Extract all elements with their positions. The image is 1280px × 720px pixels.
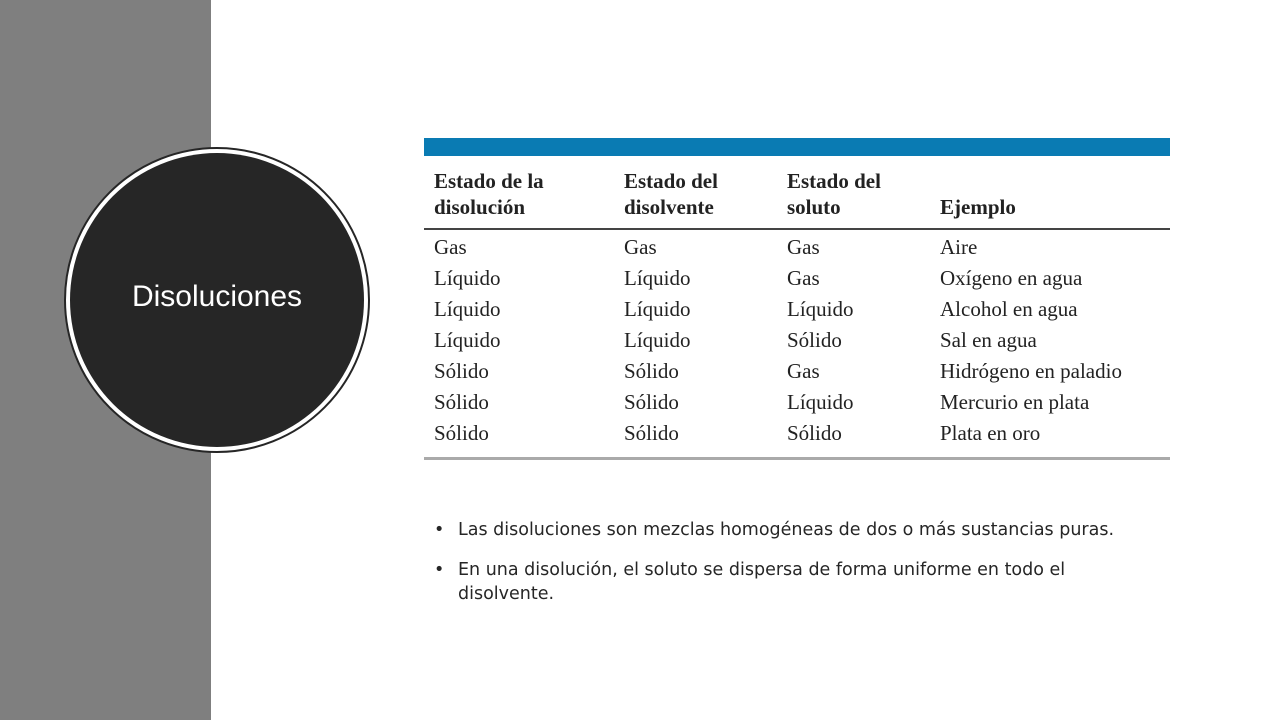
table-cell: Gas xyxy=(434,235,467,259)
table-cell: Sólido xyxy=(624,359,679,383)
bullet-item: • Las disoluciones son mezclas homogéneas de dos o más sustancias puras. xyxy=(432,518,1152,542)
table-row xyxy=(424,387,1170,418)
table-cell: Gas xyxy=(787,266,820,290)
table-cell: Sólido xyxy=(787,328,842,352)
table-row xyxy=(424,294,1170,325)
bullet-item: • En una disolución, el soluto se dispersa de forma uniforme en todo el disolvente. xyxy=(432,558,1152,606)
table-cell: Alcohol en agua xyxy=(940,297,1078,321)
solutions-table xyxy=(424,156,1170,460)
table-cell: Líquido xyxy=(624,297,691,321)
table-header-cell: Estado del disolvente xyxy=(614,156,777,229)
table-cell: Sólido xyxy=(614,418,777,459)
table-cell: Líquido xyxy=(787,390,854,414)
table-cell: Hidrógeno en paladio xyxy=(940,359,1122,383)
table-cell: Aire xyxy=(940,235,978,259)
table-cell: Plata en oro xyxy=(930,418,1170,459)
table-row xyxy=(424,263,1170,294)
table-cell: Líquido xyxy=(624,266,691,290)
table-header-cell: Estado del soluto xyxy=(777,156,930,229)
table-cell: Oxígeno en agua xyxy=(940,266,1083,290)
table-cell: Sólido xyxy=(777,418,930,459)
table-cell: Sólido xyxy=(434,359,489,383)
table-cell: Sólido xyxy=(434,390,489,414)
table-cell: Líquido xyxy=(434,328,501,352)
table-header-row xyxy=(424,156,1170,229)
table-row xyxy=(424,325,1170,356)
table-cell: Líquido xyxy=(434,297,501,321)
table-row xyxy=(424,418,1170,459)
table-cell: Líquido xyxy=(434,266,501,290)
bullet-list xyxy=(432,518,1152,622)
table-cell: Líquido xyxy=(624,328,691,352)
table-cell: Sólido xyxy=(624,390,679,414)
table-row xyxy=(424,356,1170,387)
table-accent-bar xyxy=(424,138,1170,156)
table-row xyxy=(424,229,1170,263)
table-cell: Mercurio en plata xyxy=(940,390,1090,414)
table-cell: Gas xyxy=(624,235,657,259)
table-cell: Gas xyxy=(787,359,820,383)
table-cell: Líquido xyxy=(787,297,854,321)
table-header-cell: Estado de la disolución xyxy=(424,156,614,229)
solutions-table-image xyxy=(424,138,1170,460)
table-cell: Sólido xyxy=(424,418,614,459)
table-cell: Gas xyxy=(787,235,820,259)
title-circle xyxy=(70,153,364,447)
table-header-cell: Ejemplo xyxy=(930,156,1170,229)
table-cell: Sal en agua xyxy=(940,328,1037,352)
slide-title: Disoluciones xyxy=(131,280,303,313)
